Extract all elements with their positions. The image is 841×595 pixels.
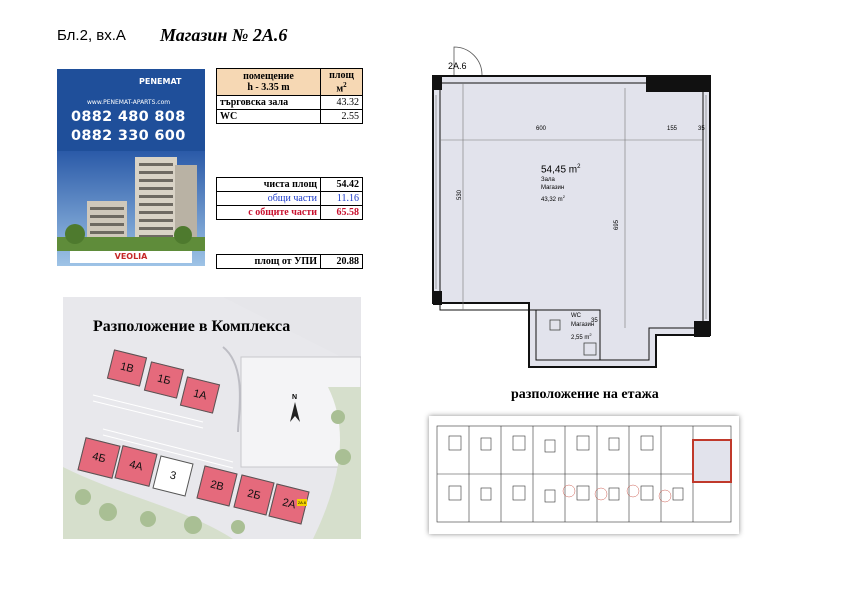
dim-top-left: 600	[536, 126, 547, 132]
building-2a: 2А	[268, 483, 309, 524]
poster-url: www.PENEMAT-APARTS.com	[87, 99, 171, 106]
sponsor-logo: VEOLIA	[70, 251, 192, 263]
totals-table	[216, 177, 363, 220]
wc-area: 2,55 $m^2$	[571, 332, 592, 341]
table-row: чиста площ 54.42	[217, 178, 363, 192]
dim-top-right: 35	[698, 126, 705, 132]
hall-sub: Магазин	[541, 185, 565, 191]
block-entrance-label: Бл.2, вх.А	[57, 27, 126, 44]
shop-title: Магазин № 2А.6	[160, 25, 288, 45]
table-row: WC 2.55	[217, 110, 363, 124]
floor-plan	[420, 45, 720, 375]
poster-phone-2: 0882 330 600	[71, 128, 186, 144]
north-label: N	[292, 394, 298, 401]
building-2v: 2В	[196, 465, 237, 506]
unit-label: 2А.6	[448, 61, 467, 71]
building-1v: 1В	[107, 349, 147, 386]
poster-building-image	[57, 69, 205, 266]
ad-poster	[57, 69, 205, 266]
building-1a: 1А	[180, 376, 220, 413]
shop-marker: 2А.6	[297, 500, 307, 505]
floor-title: разположение на етажа	[511, 387, 659, 402]
dim-wc: 35	[591, 318, 598, 324]
total-area: 54,45 $m^2$	[541, 164, 581, 176]
building-3: 3	[152, 455, 193, 496]
table-row: с общите части 65.58	[217, 206, 363, 220]
poster-phone-1: 0882 480 808	[71, 109, 186, 125]
building-1b: 1Б	[144, 361, 184, 398]
wc-sub: Магазин	[571, 322, 595, 328]
floor-overview-image	[429, 416, 739, 534]
hall-label: Зала	[541, 177, 555, 183]
building-2b: 2Б	[233, 474, 274, 515]
floor-overview-drawing	[429, 416, 739, 534]
hall-area: 43,32 $m^2$	[541, 194, 565, 203]
dim-top-mid: 155	[667, 126, 678, 132]
wc-label: WC	[571, 313, 581, 319]
dim-left: 530	[457, 189, 464, 201]
area-header: площ $м^2$	[321, 69, 363, 96]
building-4a: 4А	[114, 445, 157, 487]
area-table	[216, 68, 363, 124]
room-header: помещение h - 3.35 m	[217, 69, 321, 96]
dim-height: 695	[614, 219, 621, 231]
table-row: общи части 11.16	[217, 192, 363, 206]
upi-table	[216, 254, 363, 269]
site-plan-title: Разположение в Комплекса	[93, 318, 291, 335]
building-4b: 4Б	[77, 437, 120, 479]
poster-logo: PENEMAT	[139, 77, 182, 86]
table-row: търговска зала 43.32	[217, 96, 363, 110]
table-row: площ от УПИ 20.88	[217, 255, 363, 269]
